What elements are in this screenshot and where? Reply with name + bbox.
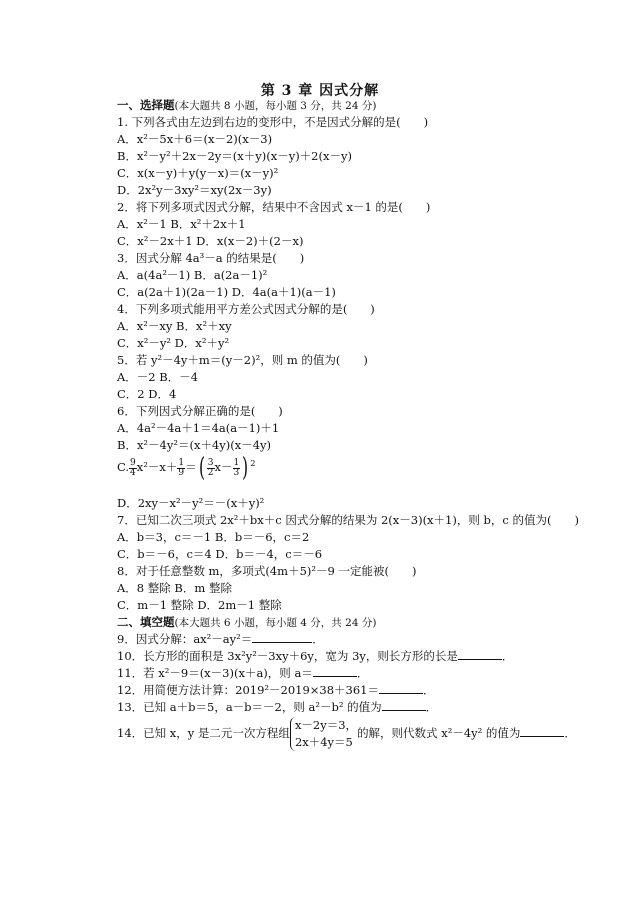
q14-end: ． <box>564 726 576 740</box>
q3-options-cd: C．a(2a＋1)(2a－1) D．4a(a＋1)(a－1) <box>117 285 336 299</box>
q7-options-ab: A．b＝3，c＝－1 B．b＝－6，c＝2 <box>117 530 310 544</box>
q7-stem: 7．已知二次三项式 2x²＋bx＋c 因式分解的结果为 2(x－3)(x＋1)，则 b，c 的值为( ) <box>117 513 579 527</box>
q12-end: ． <box>423 683 435 697</box>
q4-stem: 4．下列多项式能用平方差公式因式分解的是( ) <box>117 302 375 316</box>
section-fill-heading <box>117 614 376 631</box>
q6-option-c <box>117 455 255 481</box>
q6-c-mid: x²－x＋ <box>136 460 178 474</box>
q6-c-label: C. <box>117 460 130 474</box>
q6-c-frac-9-4 <box>129 459 137 478</box>
q5-options-cd: C．2 D．4 <box>117 387 177 401</box>
q6-c-frac2-den: 9 <box>178 467 185 478</box>
right-paren-glyph: ) <box>242 453 249 483</box>
q12-text: 12．用简便方法计算：2019²－2019×38＋361＝ <box>117 683 379 697</box>
q8-options-cd: C．m－1 整除 D．2m－1 整除 <box>117 598 282 612</box>
q10-answer-blank[interactable] <box>458 648 502 660</box>
q6-c-equals: ＝ <box>185 460 197 474</box>
q1-option-b: B．x²－y²＋2x－2y＝(x＋y)(x－y)＋2(x－y) <box>117 149 352 163</box>
q6-c-frac4-num: 1 <box>233 457 240 468</box>
q9-end: ． <box>312 632 324 646</box>
q6-c-inner: x－ <box>214 460 233 474</box>
q6-c-frac1-den: 4 <box>130 467 136 478</box>
q1-option-a: A．x²－5x＋6＝(x－2)(x－3) <box>117 132 273 146</box>
q11-end: ． <box>356 666 369 680</box>
q14-pre: 14．已知 x，y 是二元一次方程组 <box>117 726 290 740</box>
q6-c-frac4-den: 3 <box>233 467 240 478</box>
q6-option-d: D．2xy－x²－y²＝－(x＋y)² <box>117 496 265 510</box>
q1-option-d: D．2x²y－3xy²＝xy(2x－3y) <box>117 183 272 197</box>
q1-option-c: C．x(x－y)＋y(y－x)＝(x－y)² <box>117 166 279 180</box>
q2-options-ab: A．x²－1 B．x²＋2x＋1 <box>117 217 246 231</box>
q6-stem: 6．下列因式分解正确的是( ) <box>117 404 283 418</box>
q11-answer-blank[interactable] <box>313 665 357 677</box>
q5-stem: 5．若 y²－4y＋m＝(y－2)²，则 m 的值为( ) <box>117 353 368 367</box>
q10-end: ． <box>501 649 514 663</box>
q14-equation-2: 2x＋4y＝5 <box>294 735 353 749</box>
section-choice-heading <box>117 97 376 114</box>
q12-answer-blank[interactable] <box>379 682 423 694</box>
q14-line <box>117 717 576 751</box>
section-fill-note: (本大题共 6 小题，每小题 4 分，共 24 分) <box>174 617 377 629</box>
q14-post: 的解，则代数式 x²－4y² 的值为 <box>357 726 521 740</box>
q10-text: 10．长方形的面积是 3x²y²－3xy＋6y，宽为 3y，则长方形的长是 <box>117 649 458 663</box>
q6-option-b: B．x²－4y²＝(x＋4y)(x－4y) <box>117 438 272 452</box>
q6-c-frac-1-9 <box>177 459 185 478</box>
q6-option-a: A．4a²－4a＋1＝4a(a－1)＋1 <box>117 421 280 435</box>
q5-options-ab: A．－2 B．－4 <box>117 370 199 384</box>
q14-equation-1: x－2y＝3， <box>294 718 358 732</box>
q3-options-ab: A．a(4a²－1) B．a(2a－1)² <box>117 268 268 282</box>
equation-system <box>290 717 357 751</box>
q4-options-cd: C．x²－y² D．x²＋y² <box>117 336 230 350</box>
q6-c-frac3-num: 3 <box>207 457 214 468</box>
q2-options-cd: C．x²－2x＋1 D．x(x－2)＋(2－x) <box>117 234 304 248</box>
q6-c-frac2-num: 1 <box>178 457 185 468</box>
chapter-title: 第 3 章 因式分解 <box>260 83 380 99</box>
q8-options-ab: A．8 整除 B．m 整除 <box>117 581 232 595</box>
q13-text: 13．已知 a＋b＝5，a－b＝－2，则 a²－b² 的值为 <box>117 700 382 714</box>
q6-c-frac1-num: 9 <box>130 457 136 468</box>
q13-answer-blank[interactable] <box>382 699 426 711</box>
q9-line <box>117 631 324 647</box>
q2-stem: 2．将下列多项式因式分解，结果中不含因式 x－1 的是( ) <box>117 200 431 214</box>
q7-options-cd: C．b＝－6，c＝4 D．b＝－4，c＝－6 <box>117 547 323 561</box>
q12-line <box>117 682 435 698</box>
q9-text: 9．因式分解：ax²－ay²＝ <box>117 632 253 646</box>
q10-line <box>117 648 513 664</box>
q13-end: ． <box>425 700 438 714</box>
q1-stem: 1. 下列各式由左边到右边的变形中，不是因式分解的是( ) <box>117 115 429 129</box>
q9-answer-blank[interactable] <box>252 631 312 643</box>
q4-options-ab: A．x²－xy B．x²＋xy <box>117 319 232 333</box>
q6-c-frac3-den: 2 <box>207 467 214 478</box>
q11-line <box>117 665 368 681</box>
section-choice-label: 一、选择题 <box>117 98 175 112</box>
q6-c-exponent: 2 <box>250 459 256 469</box>
section-choice-note: (本大题共 8 小题，每小题 3 分，共 24 分) <box>174 100 377 112</box>
q14-answer-blank[interactable] <box>520 725 564 737</box>
q13-line <box>117 699 437 715</box>
q11-text: 11．若 x²－9＝(x－3)(x＋a)，则 a＝ <box>117 666 313 680</box>
q3-stem: 3．因式分解 4a³－a 的结果是( ) <box>117 251 305 265</box>
q6-c-frac-1-3 <box>233 459 241 478</box>
left-paren-glyph: ( <box>198 453 205 483</box>
q6-c-frac-3-2 <box>207 459 215 478</box>
q8-stem: 8．对于任意整数 m，多项式(4m＋5)²－9 一定能被( ) <box>117 564 417 578</box>
section-fill-label: 二、填空题 <box>117 615 175 629</box>
